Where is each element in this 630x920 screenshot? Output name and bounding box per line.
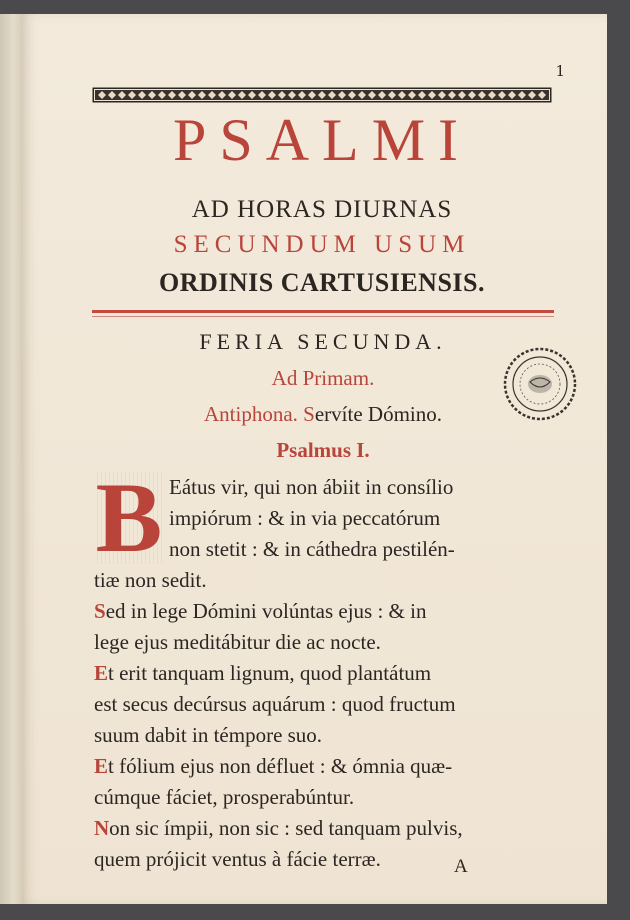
signature-mark: A: [454, 856, 468, 877]
verse-3-line-3: suum dabit in témpore suo.: [94, 723, 323, 747]
book-page-edge: [0, 14, 23, 920]
verse-3-line-2: est secus decúrsus aquárum : quod fructum: [94, 692, 456, 716]
antiphon-line: [92, 399, 554, 429]
antiphon-label: Antiphona.: [204, 402, 298, 426]
verse-5-line-1-text: on sic ímpii, non sic : sed tanquam pulvis,: [109, 816, 463, 840]
subtitle-line-1: AD HORAS DIURNAS: [191, 196, 453, 223]
antiphon-text: ervíte Dómino.: [314, 402, 442, 426]
subtitle-line-3: ORDINIS CARTUSIENSIS.: [158, 268, 486, 297]
drop-cap: B: [95, 462, 163, 573]
book-page: [22, 14, 607, 904]
verse-4-line-1-text: t fólium ejus non défluet : & ómnia quæ-: [108, 754, 453, 778]
verse-5-line-2: quem prójicit ventus à fácie terræ.: [94, 847, 381, 871]
verse-1-line-4: tiæ non sedit.: [94, 568, 207, 592]
verse-2-line-1: [94, 596, 426, 627]
subtitle-line-2: SECUNDUM USUM: [173, 231, 471, 258]
verse-2-initial: S: [94, 599, 106, 623]
background-bottom: [0, 904, 630, 920]
page-title: PSALMI: [172, 107, 472, 173]
verse-3-line-1: [94, 658, 431, 689]
hour-heading: Ad Primam.: [271, 366, 375, 390]
verse-1-line-3: non stetit : & in cáthedra pestilén-: [169, 537, 455, 561]
verse-4-line-2: cúmque fáciet, prosperabúntur.: [94, 785, 355, 809]
verse-3-line-1-text: t erit tanquam lignum, quod plantátum: [108, 661, 432, 685]
thin-rule: [92, 316, 554, 317]
ornamental-border: [92, 87, 552, 103]
verse-5-initial: N: [94, 816, 110, 840]
verse-2-line-1-text: ed in lege Dómini volúntas ejus : & in: [105, 599, 427, 623]
verse-1-line-2: impiórum : & in via peccatórum: [169, 506, 441, 530]
verse-5-line-1: [94, 813, 463, 844]
verse-4-line-1: [94, 751, 452, 782]
antiphon-initial: S: [303, 402, 315, 426]
library-stamp: [502, 346, 578, 422]
verse-4-initial: E: [94, 754, 109, 778]
page-number: 1: [555, 62, 565, 80]
red-rule: [92, 310, 554, 313]
section-heading: FERIA SECUNDA.: [199, 329, 447, 354]
psalm-title: Psalmus I.: [276, 438, 370, 462]
verse-3-initial: E: [94, 661, 109, 685]
verse-1-line-1: Eátus vir, qui non ábiit in consílio: [169, 475, 454, 499]
verse-2-line-2: lege ejus meditábitur die ac nocte.: [94, 630, 381, 654]
